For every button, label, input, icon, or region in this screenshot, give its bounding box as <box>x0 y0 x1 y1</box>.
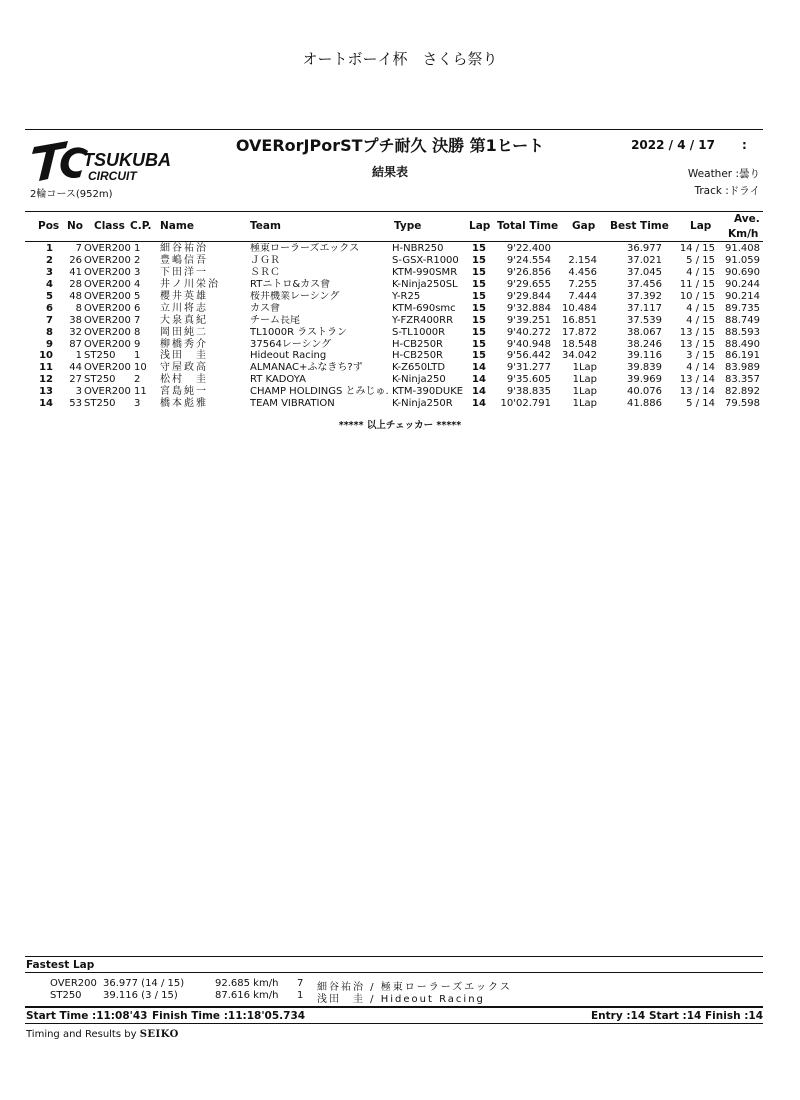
track-condition: Track :ドライ <box>694 185 760 197</box>
header-name: Name <box>160 220 194 232</box>
weather-label: Weather :曇り <box>687 168 760 180</box>
event-title: オートボーイ杯 さくら祭り <box>302 50 498 68</box>
machine-type-cell: S-TL1000R <box>392 326 446 338</box>
total-time-cell: 9'40.272 <box>506 326 551 338</box>
average-speed-cell: 82.892 <box>725 386 760 398</box>
table-row <box>0 362 800 374</box>
total-time-cell: 9'38.835 <box>506 386 551 398</box>
laps-cell: 15 <box>472 290 486 302</box>
footer-bottom-rule <box>25 1023 763 1024</box>
number-cell: 41 <box>69 266 82 278</box>
class-cell: OVER200 <box>84 302 131 314</box>
gap-cell: 1Lap <box>572 362 597 374</box>
header-cp: C.P. <box>130 220 152 232</box>
header-type: Type <box>394 220 422 232</box>
gap-cell: 1Lap <box>572 386 597 398</box>
class-cell: OVER200 <box>84 362 131 374</box>
table-row <box>0 374 800 386</box>
best-time-cell: 37.117 <box>627 302 662 314</box>
best-time-cell: 37.045 <box>627 266 662 278</box>
machine-type-cell: K-Ninja250R <box>392 398 453 410</box>
pos-cell: 5 <box>46 290 53 302</box>
pos-cell: 14 <box>39 398 53 410</box>
machine-type-cell: Y-R25 <box>392 290 421 302</box>
best-lap-cell: 5 / 14 <box>686 398 715 410</box>
total-time-cell: 9'39.251 <box>506 314 551 326</box>
best-lap-cell: 4 / 15 <box>686 302 715 314</box>
pos-cell: 3 <box>46 266 53 278</box>
class-position-cell: 8 <box>134 326 141 338</box>
total-time-cell: 9'24.554 <box>506 254 551 266</box>
best-lap-cell: 14 / 15 <box>679 243 715 254</box>
best-lap-cell: 13 / 14 <box>679 374 715 386</box>
number-cell: 32 <box>69 326 82 338</box>
team-cell: チーム長尾 <box>250 314 300 326</box>
fastest-top-rule <box>25 956 763 957</box>
fastest-rider: 浅田 圭 / Hideout Racing <box>317 994 485 1005</box>
number-cell: 27 <box>69 374 82 386</box>
pos-cell: 11 <box>39 362 53 374</box>
number-cell: 26 <box>69 254 82 266</box>
best-lap-cell: 13 / 15 <box>679 326 715 338</box>
seiko-logo: SEIKO <box>139 1029 179 1040</box>
gap-cell: 4.456 <box>568 266 597 278</box>
total-time-cell: 9'31.277 <box>506 362 551 374</box>
machine-type-cell: H-NBR250 <box>392 243 444 254</box>
team-cell: CHAMP HOLDINGS とみじゅ. <box>250 386 389 398</box>
number-cell: 28 <box>69 278 82 290</box>
best-time-cell: 37.456 <box>627 278 662 290</box>
laps-cell: 14 <box>472 374 486 386</box>
class-cell: ST250 <box>84 398 116 410</box>
best-time-cell: 39.116 <box>627 350 662 362</box>
team-cell: 桜井機業レーシング <box>250 290 340 302</box>
best-lap-cell: 13 / 14 <box>679 386 715 398</box>
average-speed-cell: 90.214 <box>725 290 760 302</box>
header-kmh: Km/h <box>728 228 759 240</box>
timing-credit <box>26 1029 179 1040</box>
header-top-rule <box>25 129 763 130</box>
gap-cell: 7.255 <box>568 278 597 290</box>
header-no: No <box>67 220 84 232</box>
header-lap: Lap <box>469 220 491 232</box>
fastest-time: 39.116 (3 / 15) <box>103 990 178 1001</box>
header-gap: Gap <box>572 220 596 232</box>
table-row <box>0 315 800 327</box>
laps-cell: 15 <box>472 278 486 290</box>
total-time-cell: 9'56.442 <box>506 350 551 362</box>
average-speed-cell: 91.059 <box>725 254 760 266</box>
average-speed-cell: 79.598 <box>725 398 760 410</box>
rider-name-cell: 豊嶋信吾 <box>160 254 208 266</box>
best-lap-cell: 4 / 15 <box>686 314 715 326</box>
table-row <box>0 303 800 315</box>
class-position-cell: 9 <box>134 338 141 350</box>
gap-cell: 1Lap <box>572 398 597 410</box>
class-position-cell: 4 <box>134 278 141 290</box>
table-header-top-rule <box>25 211 763 212</box>
logo-text-sub: CIRCUIT <box>88 169 137 183</box>
rider-name-cell: 立川将志 <box>160 302 208 314</box>
best-time-cell: 39.839 <box>627 362 662 374</box>
laps-cell: 15 <box>472 314 486 326</box>
class-cell: OVER200 <box>84 254 131 266</box>
machine-type-cell: Y-FZR400RR <box>392 314 454 326</box>
fastest-no: 1 <box>297 990 304 1001</box>
total-time-cell: 10'02.791 <box>500 398 551 410</box>
fastest-lap-label: Fastest Lap <box>26 959 95 971</box>
total-time-cell: 9'32.884 <box>506 302 551 314</box>
pos-cell: 1 <box>46 243 53 254</box>
date-colon: : <box>742 138 747 152</box>
machine-type-cell: S-GSX-R1000 <box>392 254 459 266</box>
table-row <box>0 255 800 267</box>
class-position-cell: 5 <box>134 290 141 302</box>
class-cell: OVER200 <box>84 266 131 278</box>
team-cell: ＪＧＲ <box>250 254 280 266</box>
number-cell: 44 <box>69 362 82 374</box>
table-header-bottom-rule <box>25 241 763 242</box>
rider-name-cell: 浅田 圭 <box>160 350 208 362</box>
machine-type-cell: KTM-390DUKE <box>392 386 464 398</box>
table-row <box>0 386 800 398</box>
rider-name-cell: 細谷祐治 <box>160 243 208 254</box>
laps-cell: 15 <box>472 326 486 338</box>
class-cell: OVER200 <box>84 243 131 254</box>
class-cell: OVER200 <box>84 290 131 302</box>
table-row <box>0 267 800 279</box>
best-lap-cell: 3 / 15 <box>686 350 715 362</box>
header-best-time: Best Time <box>610 220 669 232</box>
rider-name-cell: 櫻井英雄 <box>160 290 208 302</box>
laps-cell: 15 <box>472 266 486 278</box>
class-position-cell: 3 <box>134 266 141 278</box>
rider-name-cell: 下田洋一 <box>160 266 208 278</box>
gap-cell: 10.484 <box>562 302 597 314</box>
total-time-cell: 9'40.948 <box>506 338 551 350</box>
team-cell: TEAM VIBRATION <box>250 398 335 410</box>
team-cell: 37564レーシング <box>250 338 332 350</box>
number-cell: 53 <box>69 398 82 410</box>
average-speed-cell: 86.191 <box>725 350 760 362</box>
machine-type-cell: K-Ninja250 <box>392 374 446 386</box>
number-cell: 3 <box>75 386 82 398</box>
team-cell: 極東ローラーズエックス <box>250 243 360 254</box>
race-date: 2022 / 4 / 17 <box>631 138 715 152</box>
total-time-cell: 9'29.844 <box>506 290 551 302</box>
timing-by-label: Timing and Results by <box>26 1029 137 1040</box>
number-cell: 38 <box>69 314 82 326</box>
team-cell: Hideout Racing <box>250 350 327 362</box>
class-position-cell: 2 <box>134 254 141 266</box>
machine-type-cell: H-CB250R <box>392 338 444 350</box>
total-time-cell: 9'26.856 <box>506 266 551 278</box>
table-row <box>0 327 800 339</box>
best-lap-cell: 10 / 15 <box>679 290 715 302</box>
machine-type-cell: H-CB250R <box>392 350 444 362</box>
class-cell: ST250 <box>84 350 116 362</box>
class-position-cell: 1 <box>134 243 141 254</box>
class-cell: ST250 <box>84 374 116 386</box>
laps-cell: 15 <box>472 243 486 254</box>
best-time-cell: 40.076 <box>627 386 662 398</box>
table-row <box>0 291 800 303</box>
average-speed-cell: 88.593 <box>725 326 760 338</box>
gap-cell: 34.042 <box>562 350 597 362</box>
laps-cell: 14 <box>472 362 486 374</box>
best-time-cell: 38.246 <box>627 338 662 350</box>
laps-cell: 15 <box>472 302 486 314</box>
gap-cell: 16.851 <box>562 314 597 326</box>
results-title: 結果表 <box>371 165 408 179</box>
checker-note: ***** 以上チェッカー ***** <box>338 420 462 431</box>
rider-name-cell: 橋本彪雅 <box>160 398 208 410</box>
class-cell: OVER200 <box>84 386 131 398</box>
gap-cell: 7.444 <box>568 290 597 302</box>
table-row <box>0 279 800 291</box>
machine-type-cell: KTM-990SMR <box>392 266 458 278</box>
fastest-time: 36.977 (14 / 15) <box>103 978 185 989</box>
total-time-cell: 9'22.400 <box>506 243 551 254</box>
best-time-cell: 41.886 <box>627 398 662 410</box>
gap-cell: 18.548 <box>562 338 597 350</box>
header-total-time: Total Time <box>497 220 559 232</box>
fastest-rider: 細谷祐治 / 極東ローラーズエックス <box>317 982 512 993</box>
rider-name-cell: 柳橋秀介 <box>160 338 208 350</box>
team-cell: ＳＲＣ <box>250 266 280 278</box>
table-row <box>0 350 800 362</box>
pos-cell: 13 <box>39 386 53 398</box>
table-row <box>0 339 800 351</box>
team-cell: TL1000R ラストラン <box>250 326 347 338</box>
finish-count: Finish :14 <box>705 1010 764 1022</box>
pos-cell: 10 <box>39 350 53 362</box>
header-best-lap: Lap <box>690 220 712 232</box>
average-speed-cell: 89.735 <box>725 302 760 314</box>
rider-name-cell: 守屋政高 <box>160 362 208 374</box>
footer-top-rule <box>25 1006 763 1008</box>
average-speed-cell: 90.690 <box>725 266 760 278</box>
pos-cell: 9 <box>46 338 53 350</box>
class-cell: OVER200 <box>84 338 131 350</box>
best-time-cell: 37.539 <box>627 314 662 326</box>
logo-text-main: TSUKUBA <box>83 150 171 170</box>
laps-cell: 14 <box>472 386 486 398</box>
best-lap-cell: 13 / 15 <box>679 338 715 350</box>
course-label: 2輪コース(952m) <box>30 189 113 200</box>
laps-cell: 15 <box>472 350 486 362</box>
average-speed-cell: 88.749 <box>725 314 760 326</box>
number-cell: 7 <box>75 243 82 254</box>
entry-count: Entry :14 <box>591 1010 646 1022</box>
best-lap-cell: 11 / 15 <box>679 278 715 290</box>
header-ave: Ave. <box>734 213 760 225</box>
laps-cell: 15 <box>472 338 486 350</box>
pos-cell: 2 <box>46 254 53 266</box>
finish-time: Finish Time :11:18'05.734 <box>152 1010 306 1022</box>
fastest-speed: 87.616 km/h <box>215 990 279 1001</box>
laps-cell: 14 <box>472 398 486 410</box>
number-cell: 1 <box>75 350 82 362</box>
number-cell: 8 <box>75 302 82 314</box>
best-time-cell: 39.969 <box>627 374 662 386</box>
gap-cell: 2.154 <box>568 254 597 266</box>
team-cell: ALMANAC+ふなきち?ず <box>250 362 363 374</box>
class-position-cell: 10 <box>134 362 147 374</box>
average-speed-cell: 91.408 <box>725 243 760 254</box>
machine-type-cell: K-Ninja250SL <box>392 278 458 290</box>
best-lap-cell: 4 / 15 <box>686 266 715 278</box>
gap-cell: 1Lap <box>572 374 597 386</box>
class-position-cell: 11 <box>134 386 147 398</box>
pos-cell: 7 <box>46 314 53 326</box>
total-time-cell: 9'35.605 <box>506 374 551 386</box>
rider-name-cell: 井ノ川栄治 <box>160 278 220 290</box>
header-class: Class <box>94 220 125 232</box>
best-time-cell: 37.021 <box>627 254 662 266</box>
class-cell: OVER200 <box>84 314 131 326</box>
class-cell: OVER200 <box>84 278 131 290</box>
average-speed-cell: 88.490 <box>725 338 760 350</box>
rider-name-cell: 松村 圭 <box>160 374 208 386</box>
pos-cell: 12 <box>39 374 53 386</box>
machine-type-cell: K-Z650LTD <box>392 362 446 374</box>
fastest-class: ST250 <box>50 990 82 1001</box>
class-position-cell: 7 <box>134 314 141 326</box>
class-position-cell: 3 <box>134 398 141 410</box>
machine-type-cell: KTM-690smc <box>392 302 456 314</box>
best-time-cell: 37.392 <box>627 290 662 302</box>
number-cell: 48 <box>69 290 82 302</box>
fastest-no: 7 <box>297 978 304 989</box>
average-speed-cell: 83.357 <box>725 374 760 386</box>
best-lap-cell: 5 / 15 <box>686 254 715 266</box>
total-time-cell: 9'29.655 <box>506 278 551 290</box>
fastest-speed: 92.685 km/h <box>215 978 279 989</box>
pos-cell: 6 <box>46 302 53 314</box>
fastest-label-rule <box>25 972 763 973</box>
table-row <box>0 398 800 410</box>
team-cell: カス會 <box>250 302 280 314</box>
pos-cell: 8 <box>46 326 53 338</box>
header-team: Team <box>250 220 281 232</box>
race-title: OVERorJPorSTプチ耐久 決勝 第1ヒート <box>235 136 545 155</box>
best-time-cell: 38.067 <box>627 326 662 338</box>
fastest-class: OVER200 <box>50 978 97 989</box>
rider-name-cell: 岡田純二 <box>160 326 208 338</box>
header-pos: Pos <box>38 220 60 232</box>
rider-name-cell: 大泉真紀 <box>160 314 208 326</box>
results-table <box>0 243 800 410</box>
best-lap-cell: 4 / 14 <box>686 362 715 374</box>
class-cell: OVER200 <box>84 326 131 338</box>
class-position-cell: 2 <box>134 374 141 386</box>
team-cell: RT KADOYA <box>250 374 306 386</box>
rider-name-cell: 宮島純一 <box>160 386 208 398</box>
gap-cell: 17.872 <box>562 326 597 338</box>
class-position-cell: 1 <box>134 350 141 362</box>
laps-cell: 15 <box>472 254 486 266</box>
start-count: Start :14 <box>649 1010 702 1022</box>
table-row <box>0 243 800 255</box>
best-time-cell: 36.977 <box>627 243 662 254</box>
pos-cell: 4 <box>46 278 53 290</box>
average-speed-cell: 90.244 <box>725 278 760 290</box>
class-position-cell: 6 <box>134 302 141 314</box>
start-time: Start Time :11:08'43 <box>26 1010 148 1022</box>
team-cell: RTニトロ&カス會 <box>250 278 331 290</box>
average-speed-cell: 83.989 <box>725 362 760 374</box>
number-cell: 87 <box>69 338 82 350</box>
